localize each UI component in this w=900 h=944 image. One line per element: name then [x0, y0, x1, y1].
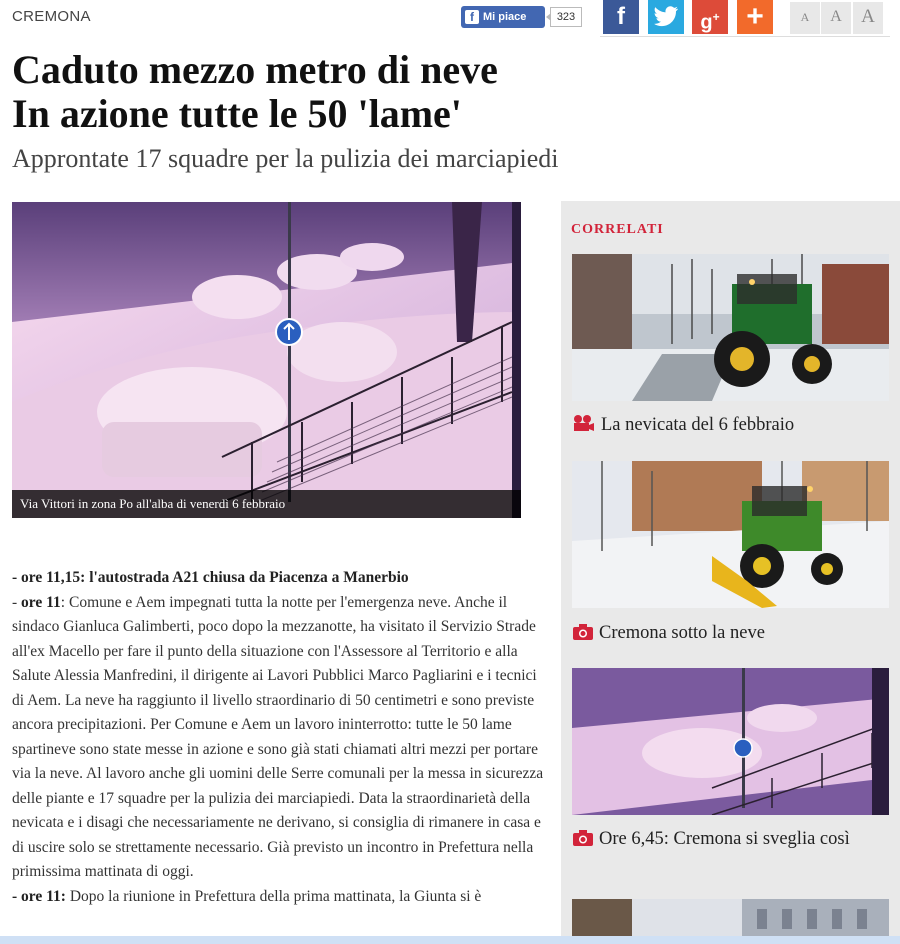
section-label[interactable]: CREMONA	[12, 8, 91, 25]
update-text: Dopo la riunione in Prefettura della prima mattinata, la Giunta si è	[65, 887, 482, 905]
update-prefix: -	[12, 593, 22, 611]
camera-icon	[573, 623, 593, 647]
related-card-3-image[interactable]	[572, 668, 889, 815]
facebook-share-icon[interactable]: f	[603, 0, 639, 34]
article-title-line-2: In azione tutte le 50 'lame'	[12, 91, 462, 136]
google-plus-share-icon[interactable]: g+	[692, 0, 728, 34]
update-time: ore 11	[21, 593, 61, 611]
header-divider	[600, 36, 890, 37]
update-paragraph	[12, 566, 550, 591]
article-title	[12, 48, 652, 136]
related-card-3-label: Ore 6,45: Cremona si sveglia così	[599, 829, 850, 849]
video-icon	[573, 414, 595, 439]
related-card-3-title[interactable]	[573, 827, 883, 853]
font-size-small-button[interactable]: A	[790, 2, 820, 34]
tractor-snow-image	[572, 254, 889, 401]
update-paragraph	[12, 885, 550, 910]
article-title-line-1: Caduto mezzo metro di neve	[12, 47, 498, 92]
related-card-2-label: Cremona sotto la neve	[599, 623, 765, 643]
related-sidebar	[561, 201, 900, 944]
update-lead: - ore 11,15: l'autostrada A21 chiusa da Piacenza a Manerbio	[12, 569, 409, 586]
related-card-2-title[interactable]	[573, 621, 883, 647]
facebook-like-count: 323	[550, 7, 582, 27]
facebook-like-button[interactable]	[461, 6, 545, 28]
related-card-1-label: La nevicata del 6 febbraio	[601, 415, 795, 435]
font-size-medium-button[interactable]: A	[821, 2, 851, 34]
more-share-icon[interactable]: +	[737, 0, 773, 34]
snowy-street-dawn-image	[572, 668, 889, 815]
facebook-icon: f	[465, 10, 479, 24]
related-card-2-image[interactable]	[572, 461, 889, 608]
update-paragraph	[12, 591, 550, 885]
bottom-strip	[0, 936, 900, 944]
font-size-large-button[interactable]: A	[853, 2, 883, 34]
article-subtitle: Approntate 17 squadre per la pulizia dei marciapiedi	[12, 144, 559, 173]
related-card-1-image[interactable]	[572, 254, 889, 401]
photo-caption: Via Vittori in zona Po all'alba di venerdì 6 febbraio	[12, 490, 521, 518]
snowy-street-image	[12, 202, 521, 518]
twitter-share-icon[interactable]	[648, 0, 684, 34]
related-heading: CORRELATI	[571, 222, 664, 237]
update-time: - ore 11:	[12, 887, 66, 905]
facebook-like-label: Mi piace	[483, 11, 527, 23]
article-photo[interactable]	[12, 202, 521, 518]
update-text: : Comune e Aem impegnati tutta la notte per l'emergenza neve. Anche il sindaco Gianluca Galimberti, poco dopo la mezzanotte, ha visitato il Servizio Strade all'ex Macello per fare il punto della situazione con l'Assessore al Territorio e alla Salute Alessia Manfredini, il dirigente ai Lavori Pubblici Marco Pagliarini e i tecnici di Aem. La neve ha raggiunto il livello straordinario di 50 centimetri e sono previste ancora precipitazioni. Per Comune e Aem un lavoro ininterrotto: tutte le 50 lame spartineve sono state messe in azione e sono già stati chiamati altri mezzi per portare via la neve. Al lavoro anche gli uomini delle Serre comunali per la messa in sicurezza delle piante e 17 squadre per la pulizia dei marciapiedi. Data la straordinarietà della nevicata e i disagi che necessariamente ne derivano, si consiglia di rimanere in casa e di uscire solo se strettamente necessario. Già previsto un incontro in Prefettura nella primissima mattinata di oggi.	[12, 593, 544, 880]
article-body	[12, 566, 550, 909]
camera-icon	[573, 829, 593, 853]
plow-snow-image	[572, 461, 889, 608]
related-card-1-title[interactable]	[573, 413, 883, 439]
